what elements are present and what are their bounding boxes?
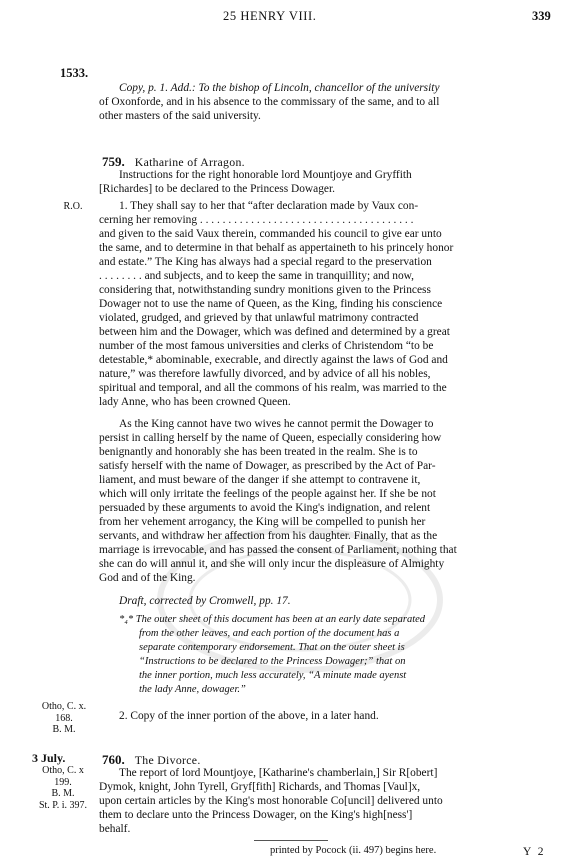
para1-line: 1. They shall say to her that “after declaration made by Vaux con- [119, 200, 419, 212]
para1-line: and given to the said Vaux therein, commanded his council to give ear unto [99, 228, 442, 240]
para1-line: . . . . . . . . and subjects, and to keep the same in tranquillity; and now, [99, 270, 414, 282]
para2-line: liament, and must beware of the danger if she attempt to contravene it, [99, 474, 421, 486]
para1-line: considering that, notwithstanding sundry monitions given to the Princess [99, 284, 431, 296]
note-line: the lady Anne, dowager.” [139, 684, 246, 695]
para2-line: persist in calling herself by the name of Queen, especially considering how [99, 432, 442, 444]
para2-line: benignantly and honorably she has been treated in the realm. She is to [99, 446, 418, 458]
footer-rule [254, 840, 328, 841]
margin-otho-168: Otho, C. x. 168. B. M. [41, 701, 87, 735]
para1-line: number of the most famous universities and clerks of Christendom “to be [99, 340, 434, 352]
para1-line: lady Anne, who has been crowned Queen. [99, 396, 291, 408]
printed-note: printed by Pocock (ii. 497) begins here. [270, 845, 437, 856]
margin-ro: R.O. [63, 201, 83, 212]
entry-760-date: 3 July. [32, 751, 66, 765]
para2-line: persuaded by these arguments to avoid the King's indignation, and relent [99, 502, 431, 514]
entry-759-subtitle-1: Instructions for the right honorable lord Mountjoye and Gryffith [119, 169, 412, 181]
intro-line-2: of Oxonforde, and in his absence to the commissary of the same, and to all [99, 96, 440, 108]
para2-line: she can do will annul it, and she will only incur the displeasure of Almighty [99, 558, 445, 570]
draft-note: Draft, corrected by Cromwell, pp. 17. [119, 595, 291, 607]
note-line: separate contemporary endorsement. That on the outer sheet is [139, 642, 405, 653]
para2-line: satisfy herself with the name of Dowager, as prescribed by the Act of Par- [99, 460, 436, 472]
note-line: “Instructions to be declared to the Princess Dowager;” that on [139, 656, 406, 667]
body-line: Dymok, knight, John Tyrell, Gryf[fith] Richards, and Thomas [Vaul]x, [99, 781, 421, 793]
para2-line: which will only irritate the feelings of the people against her. If she be not [99, 488, 436, 500]
entry-number: 760. [102, 752, 125, 767]
item-2: 2. Copy of the inner portion of the above, in a later hand. [119, 710, 379, 722]
para1-line: between him and the Dowager, which was defined and determined by a great [99, 326, 450, 338]
intro-line-3: other masters of the said university. [99, 110, 261, 122]
intro-line-1: Copy, p. 1. Add.: To the bishop of Lincoln, chancellor of the university [119, 82, 440, 94]
entry-number: 759. [102, 154, 125, 169]
para2-line: servants, and withdraw her affection from his daughter. Finally, that as the [99, 530, 438, 542]
note-line: from the other leaves, and each portion of the document has a [139, 628, 400, 639]
para1-line: cerning her removing . . . . . . . . . . . . . . . . . . . . . . . . . . . . . . . . . . . . . . [99, 214, 414, 226]
note-line: *₄* The outer sheet of this document has been at an early date separated [119, 614, 426, 625]
para1-line: and estate.” The King has always had a special regard to the preservation [99, 256, 432, 268]
body-line: them to declare unto the Princess Dowager, on the King's high[ness'] [99, 809, 413, 821]
para1-line: the same, and to determine in that behalf as appertaineth to his princely honor [99, 242, 454, 254]
entry-title: Katharine of Arragon. [134, 155, 245, 169]
note-line: the inner portion, much less accurately, “A minute made ayenst [139, 670, 407, 681]
body-line: upon certain articles by the King's most honorable Co[uncil] delivered unto [99, 795, 443, 807]
page-number: 339 [532, 9, 551, 23]
running-head: 25 HENRY VIII. [223, 9, 317, 23]
body-line: The report of lord Mountjoye, [Katharine's chamberlain,] Sir R[obert] [119, 767, 438, 779]
para2-line: from her vehement arrogancy, the King will be compelled to punish her [99, 516, 426, 528]
para2-line: As the King cannot have two wives he cannot permit the Dowager to [119, 418, 434, 430]
para1-line: detestable,* abominable, execrable, and directly against the laws of God and [99, 354, 448, 366]
para2-line: marriage is irrevocable, and has passed the consent of Parliament, nothing that [99, 544, 457, 556]
margin-otho-199: Otho, C. x 199. B. M. St. P. i. 397. [38, 765, 88, 811]
signature-mark: Y 2 [523, 846, 546, 858]
year-marker: 1533. [60, 66, 89, 80]
entry-title: The Divorce. [134, 753, 201, 767]
para1-line: Dowager not to use the name of Queen, as the King, finding his conscience [99, 298, 443, 310]
para1-line: nature,” was therefore lawfully divorced, and by advice of all his nobles, [99, 368, 431, 380]
para2-line: God and of the King. [99, 572, 196, 584]
entry-759-subtitle-2: [Richardes] to be declared to the Princess Dowager. [99, 183, 335, 195]
para1-line: violated, grudged, and grieved by that unlawful matrimony contracted [99, 312, 419, 324]
body-line: behalf. [99, 823, 131, 835]
para1-line: spiritual and temporal, and all the commons of his realm, was married to the [99, 382, 447, 394]
